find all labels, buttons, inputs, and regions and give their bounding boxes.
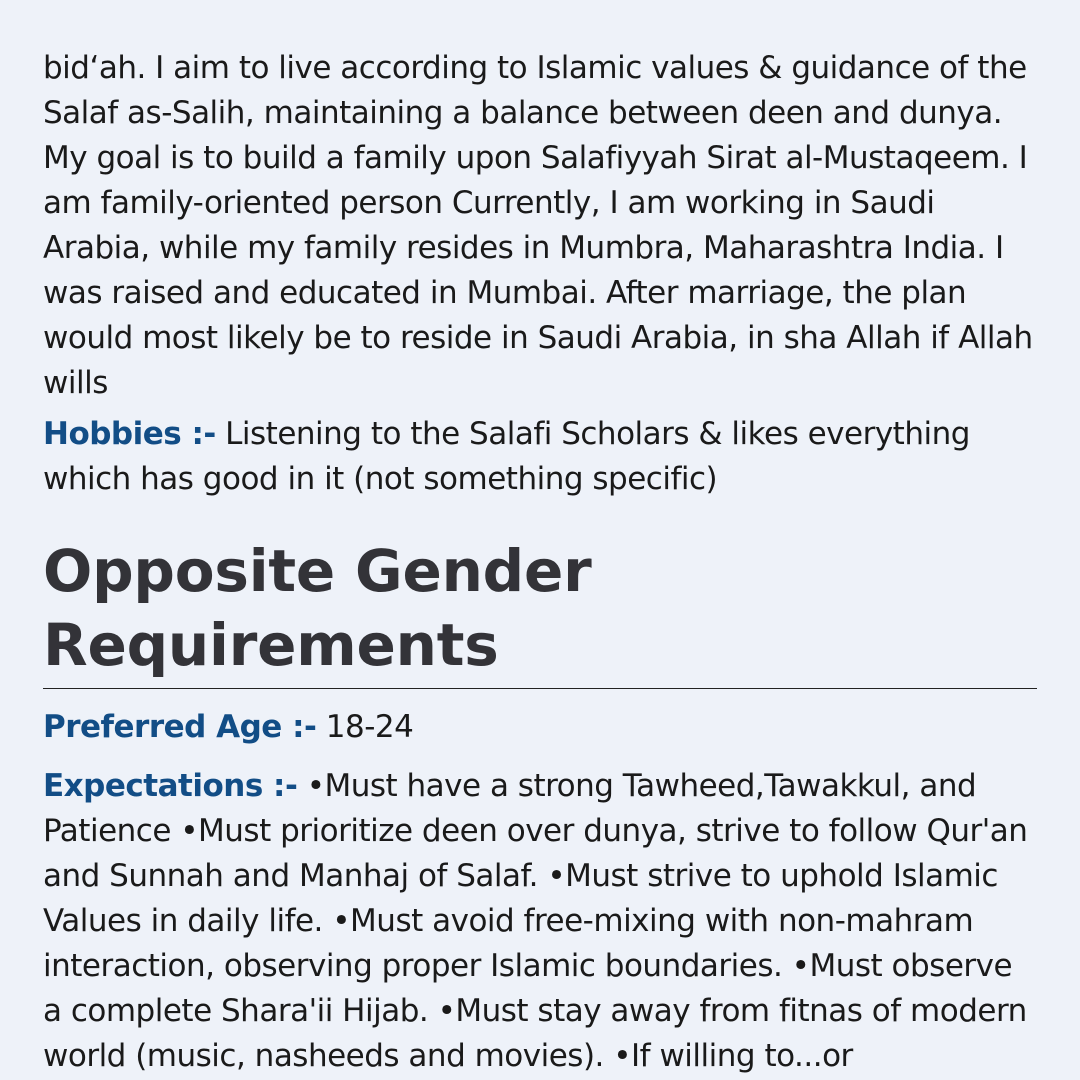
hobbies-paragraph [43, 412, 1037, 502]
expectations-text: •Must have a strong Tawheed,Tawakkul, and Patience •Must prioritize deen over dunya, strive to follow Qur'an and Sunnah and Manhaj of Salaf. •Must strive to uphold Islamic Values in daily life. •Must avoid free-mixing with non-mahram interaction, observing proper Islamic boundaries. •Must observe a complete Shara'ii Hijab. •Must stay away from fitnas of modern world (music, nasheeds and movies). •If willing to...or [43, 768, 1028, 1074]
section-heading: Opposite Gender Requirements [43, 534, 1037, 689]
expectations-paragraph [43, 764, 1037, 1079]
preferred-age-value: 18-24 [325, 709, 414, 745]
preferred-age-label: Preferred Age :- [43, 709, 317, 745]
about-text: bid‘ah. I aim to live according to Islamic values & guidance of the Salaf as-Salih, maintaining a balance between deen and dunya. My goal is to build a family upon Salafiyyah Sirat al-Mustaqeem. I am family-oriented person Currently, I am working in Saudi Arabia, while my family resides in Mumbra, Maharashtra India. I was raised and educated in Mumbai. After marriage, the plan would most likely be to reside in Saudi Arabia, in sha Allah if Allah wills [43, 50, 1033, 401]
about-paragraph [43, 46, 1037, 406]
expectations-label: Expectations :- [43, 768, 298, 804]
preferred-age-row [43, 705, 1037, 750]
hobbies-text: Listening to the Salafi Scholars & likes everything which has good in it (not something specific) [43, 416, 970, 497]
hobbies-label: Hobbies :- [43, 416, 216, 452]
profile-content [43, 46, 1037, 1079]
